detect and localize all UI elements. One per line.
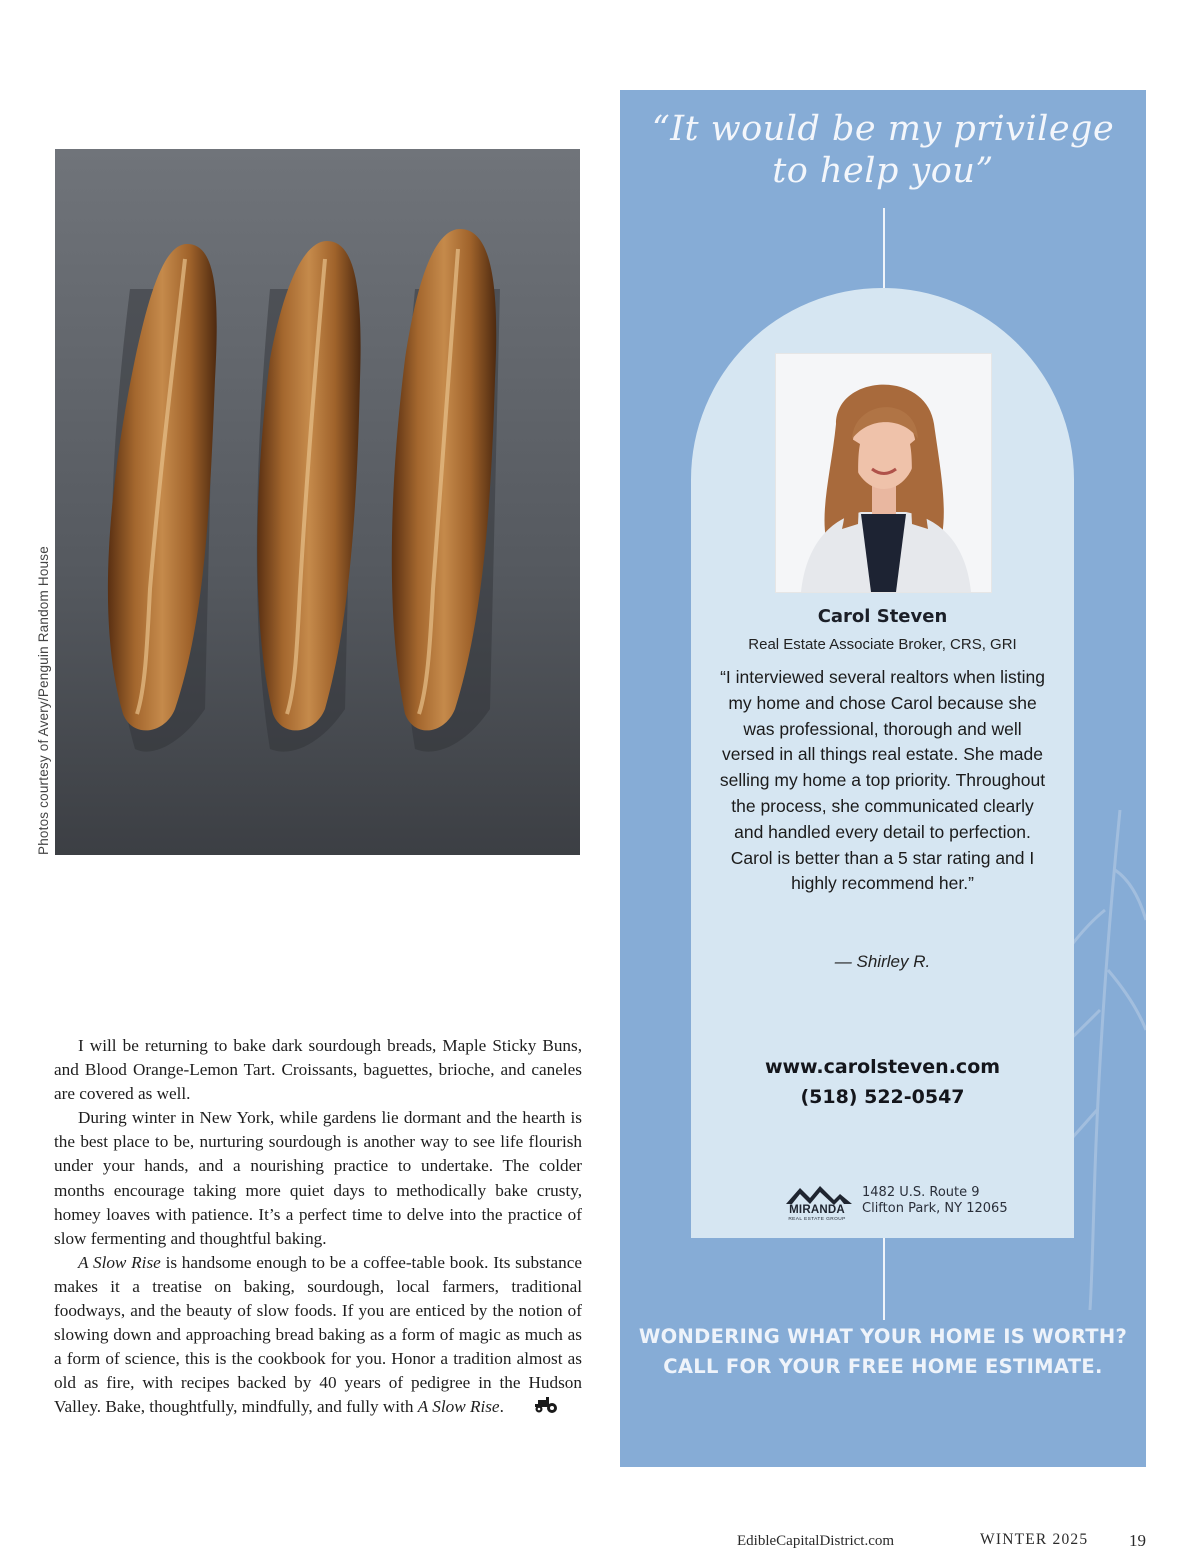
portrait-illustration [776,354,991,592]
logo-subtitle: REAL ESTATE GROUP [788,1217,846,1222]
logo-wordmark: MIRANDA [789,1204,845,1216]
paragraph-text: is handsome enough to be a coffee-table book. Its substance makes it a treatise on baking, sourdough, local farmers, traditional foodways, and the beauty of slow foods. If you are enticed by the notion of slowing down and approaching bread baking as a form of magic as much as a form of science, this is the cookbook for you. Honor a tradition almost as old as fire, with recipes backed by 40 years of pedigree in the Hudson Valley. Bake, thoughtfully, mindfully, and fully with [54,1252,582,1417]
book-title: A Slow Rise [417,1397,500,1417]
article-paragraph [54,1251,582,1422]
agent-portrait [775,353,992,593]
agent-phone-number[interactable]: (518) 522-0547 [800,1086,965,1108]
testimonial-quote: “I interviewed several realtors when listing my home and chose Carol because she was professional, thorough and well versed in all things real estate. She made selling my home a top priority. Throughout the process, she communicated clearly and handled every detail to perfection. Carol is better than a 5 star rating and I highly recommend her.” [719,667,1046,894]
office-address [862,1185,1008,1217]
call-to-action [620,1322,1146,1382]
agent-title: Real Estate Associate Broker, CRS, GRI [748,636,1017,653]
paragraph-text: During winter in New York, while gardens lie dormant and the hearth is the best place to be, nurturing sourdough is another way to see life flourish under your hands, and a nourishing practice to undertake. The colder months encourage taking more quiet days to methodically bake crusty, homey loaves with patience. It’s a perfect time to delve into the practice of slow fermenting and thoughtful baking. [54,1108,582,1248]
footer-issue: WINTER 2025 [980,1531,1089,1548]
footer-website: EdibleCapitalDistrict.com [737,1533,895,1549]
baguettes-illustration [55,149,580,855]
tractor-icon [510,1396,558,1421]
divider-line [883,208,885,288]
address-line: Clifton Park, NY 12065 [862,1201,1008,1216]
baguettes-photo [55,149,580,855]
ad-headline-quote [620,108,1146,192]
realtor-advertisement [620,90,1146,1467]
page-number: 19 [1129,1531,1146,1550]
paragraph-text: I will be returning to bake dark sourdough breads, Maple Sticky Buns, and Blood Orange-Lemon Tart. Croissants, baguettes, brioche, and caneles are covered as well. [54,1036,582,1104]
quote-line: to help you” [772,151,994,191]
address-line: 1482 U.S. Route 9 [862,1185,980,1200]
agent-website-link[interactable]: www.carolsteven.com [764,1056,1001,1078]
article-paragraph [54,1106,582,1251]
testimonial-attribution: — Shirley R. [834,952,931,971]
paragraph-text: . [499,1397,504,1417]
agent-name: Carol Steven [817,606,948,627]
divider-line [883,1238,885,1320]
cta-line: CALL FOR YOUR FREE HOME ESTIMATE. [663,1355,1103,1378]
quote-line: “It would be my privilege [651,109,1115,149]
article-body [54,1034,582,1422]
cta-line: WONDERING WHAT YOUR HOME IS WORTH? [638,1325,1128,1348]
photo-credit: Photos courtesy of Avery/Penguin Random House [36,546,51,855]
book-title: A Slow Rise [78,1252,161,1272]
article-paragraph [54,1034,582,1106]
